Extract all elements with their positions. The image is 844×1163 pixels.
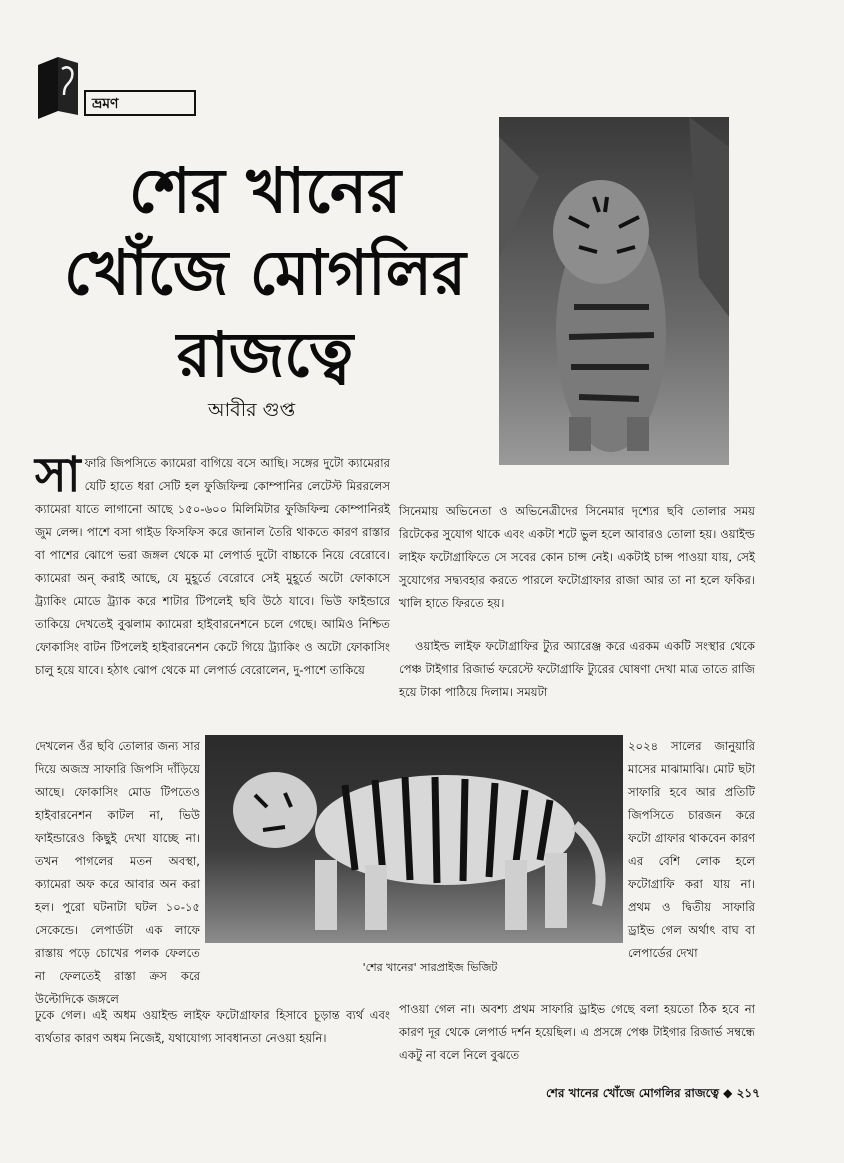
title-line-2: খোঁজে মোগলির: [63, 236, 467, 309]
tiger-photo-front: [499, 117, 729, 465]
article-bottom-right: পাওয়া গেল না। অবশ্য প্রথম সাফারি ড্রাইভ গেছে বলা হয়তো ঠিক হবে না কারণ দূর থেকে লেপার্ড দর্শন হয়েছিল। এ প্রসঙ্গে পেঞ্চ টাইগার রিজার্ভ সম্বন্ধে একটু না বলে নিলে বুঝতে: [399, 1002, 755, 1062]
photo-caption: 'শের খানের' সারপ্রাইজ ভিজিট: [362, 961, 498, 974]
author-name: আবীর গুপ্ত: [208, 399, 296, 421]
page-footer: [490, 1085, 760, 1105]
book-icon: [34, 55, 84, 121]
paragraph-left-1: ফারি জিপসিতে ক্যামেরা বাগিয়ে বসে আছি। সঙ্গের দুটো ক্যামেরার যেটি হাতে ধরা সেটি হল ফুজিফিল্ম কোম্পানির লেটেস্ট মিররলেস ক্যামেরা যাতে লাগানো আছে ১৫০-৬০০ মিলিমিটার ফুজিফিল্ম কোম্পানিরই জুম লেন্স। পাশে বসা গাইড ফিসফিস করে জানাল তৈরি থাকতে কারণ রাস্তার বা পাশের ঝোপে ভরা জঙ্গল থেকে মা লেপার্ড দুটো বাচ্চাকে নিয়ে বেরোবে। ক্যামেরা অন্ করাই আছে, যে মুহূর্তে বেরোবে সেই মুহূর্তে অটো ফোকাসে ট্র্যাকিং মোডে ট্র্যাক করে শাটার টিপলেই ছবি উঠে যাবে। ভিউ ফাইন্ডারে তাকিয়ে দেখতেই বুঝলাম ক্যামেরা হাইবারনেশনে চলে গেছে। আমিও নিশ্চিত ফোকাসিং বাটন টিপলেই হাইবারনেশন কেটে গিয়ে ট্র্যাকিং ও অটো ফোকাসিং চালু হয়ে যাবে। হঠাৎ ঝোপ থেকে মা লেপার্ড বেরোলেন, দু-পাশে তাকিয়ে: [35, 456, 390, 677]
paragraph-right-1: সিনেমায় অভিনেতা ও অভিনেত্রীদের সিনেমার দৃশ্যের ছবি তোলার সময় রিটেকের সুযোগ থাকে এবং একটা শটে ভুল হলে আবারও তোলা হয়। ওয়াইল্ড লাইফ ফটোগ্রাফিতে সে সবের কোন চান্স নেই। একটাই চান্স পাওয়া যায়, সেই সুযোগের সদ্ব্যবহার করতে পারলে ফটোগ্রাফার রাজা আর তা না হলে ফকির। খালি হাতে ফিরতে হয়।: [399, 504, 755, 610]
article-bottom-left: ঢুকে গেল। এই অধম ওয়াইল্ড লাইফ ফটোগ্রাফার হিসাবে চূড়ান্ত ব্যর্থ এবং ব্যর্থতার কারণ অধম নিজেই, যথাযোগ্য সাবধানতা নেওয়া হয়নি।: [35, 1008, 390, 1045]
tiger-front-image: [499, 117, 729, 465]
article-column-left: [35, 447, 390, 682]
diamond-icon: ◆: [723, 1086, 733, 1100]
title-line-3: রাজত্বে: [176, 318, 354, 391]
title-line-1: শের খানের: [128, 154, 402, 227]
running-title: শের খানের খোঁজে মোগলির রাজত্বে: [545, 1086, 719, 1100]
section-label-box: [84, 90, 196, 116]
tiger-photo-walking: [205, 735, 623, 943]
drop-cap: সা: [35, 447, 81, 503]
paragraph-right-2: ওয়াইল্ড লাইফ ফটোগ্রাফির ট্যুর অ্যারেঞ্জ করে এরকম একটি সংস্থার থেকে পেঞ্চ টাইগার রিজার্ভ ফরেস্টে ফটোগ্রাফি ট্যুরের ঘোষণা দেখা মাত্র তাতে রাজি হয়ে টাকা পাঠিয়ে দিলাম। সময়টা: [399, 639, 755, 699]
page-number: ২১৭: [736, 1086, 760, 1100]
article-title: [40, 150, 490, 396]
article-column-right: [399, 500, 755, 704]
article-column-narrow-left: দেখলেন ওঁর ছবি তোলার জন্য সার দিয়ে অজস্র সাফারি জিপসি দাঁড়িয়ে আছে। ফোকাসিং মোড টিপতেও হাইবারনেশন কাটল না, ভিউ ফাইন্ডারেও কিছুই দেখা যাচ্ছে না। তখন পাগলের মতন অবস্থা, ক্যামেরা অফ করে আবার অন করা হল। পুরো ঘটনাটা ঘটল ১০-১৫ সেকেন্ডে। লেপার্ডটা এক লাফে রাস্তায় পড়ে চোখের পলক ফেলতে না ফেলতেই রাস্তা ক্রস করে উল্টোদিকে জঙ্গলে: [35, 739, 200, 1006]
article-column-narrow-right: ২০২৪ সালের জানুয়ারি মাসের মাঝামাঝি। মোট ছটা সাফারি হবে আর প্রতিটি জিপসিতে চারজন করে ফটো গ্রাফার থাকবেন কারণ এর বেশি লোক হলে ফটোগ্রাফি করা যায় না। প্রথম ও দ্বিতীয় সাফারি ড্রাইভ গেল অর্থাৎ বাঘ বা লেপার্ডের দেখা: [628, 739, 755, 960]
tiger-walking-image: [205, 735, 623, 943]
section-label: ভ্রমণ: [92, 96, 119, 112]
